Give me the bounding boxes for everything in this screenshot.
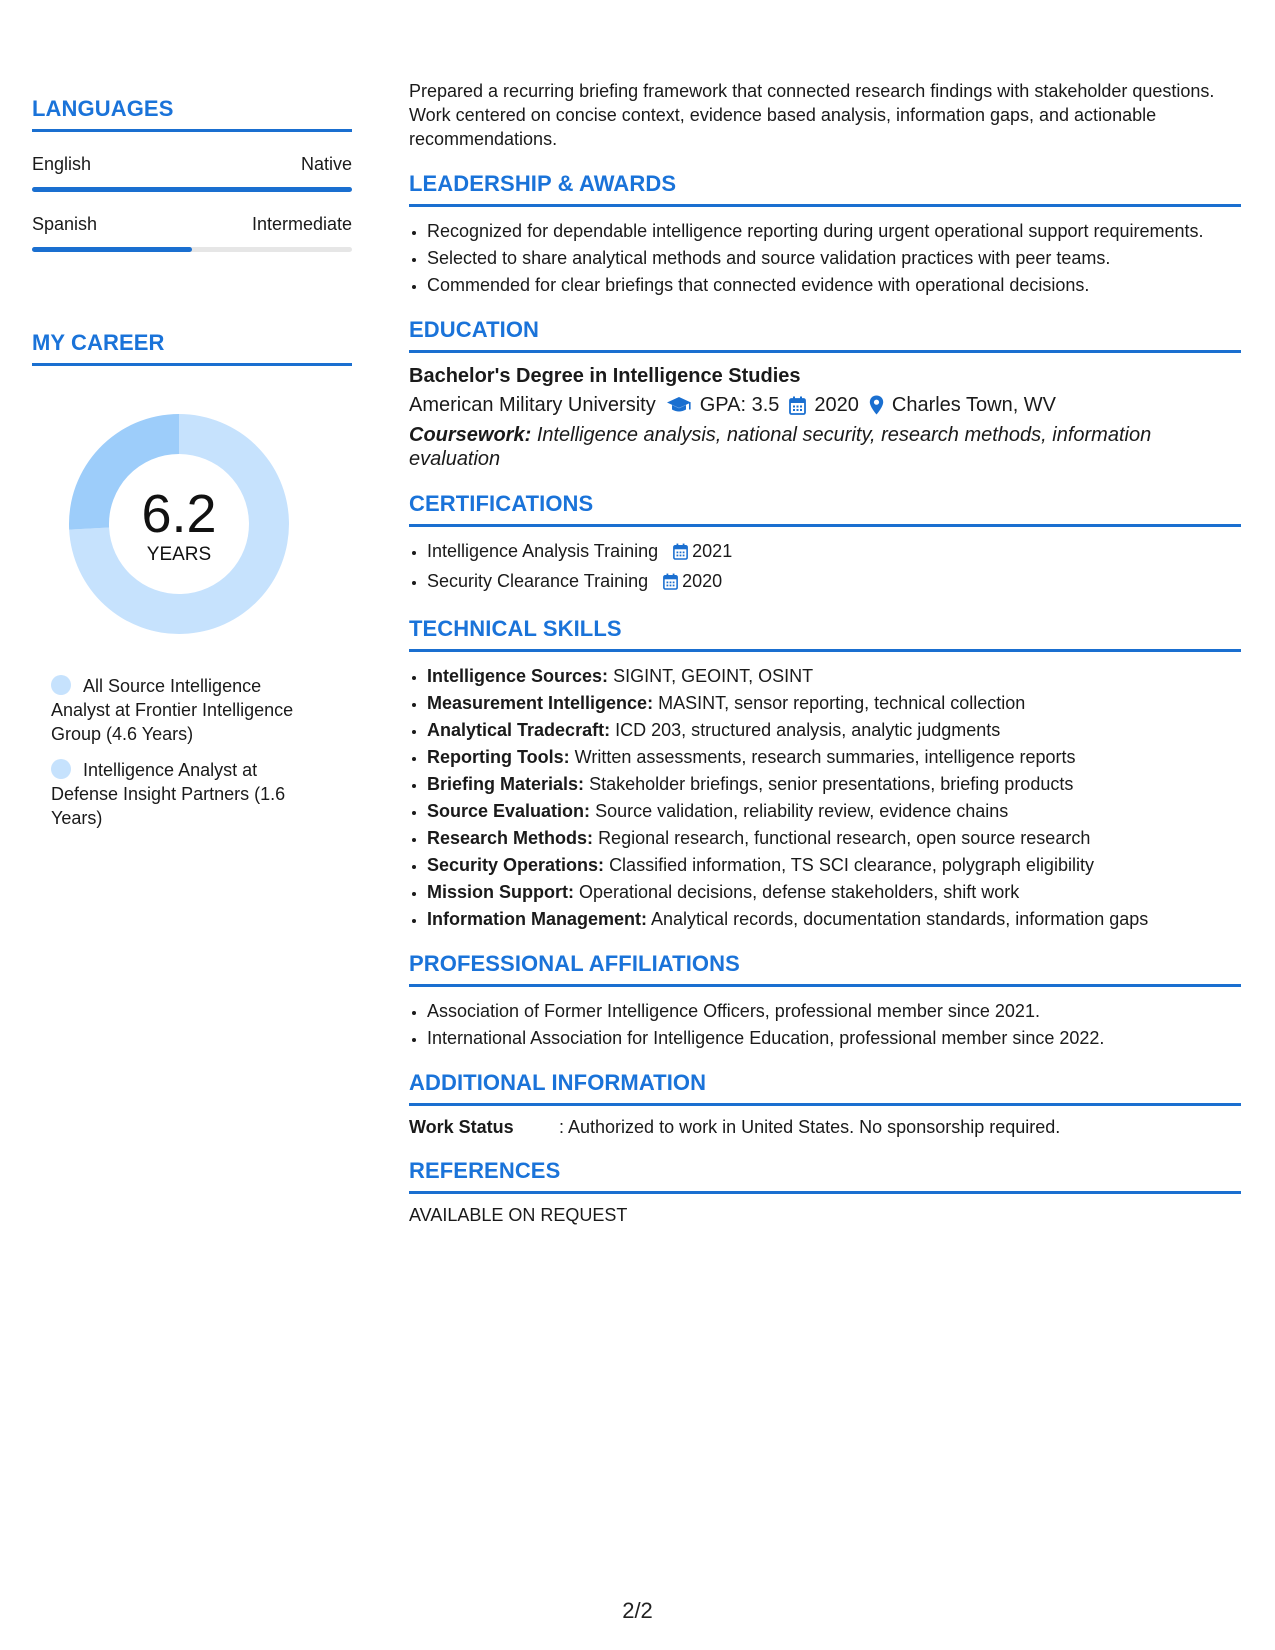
skill-value: Regional research, functional research, open source research [598,828,1091,848]
school-name: American Military University [409,394,656,416]
legend-dot-icon [51,759,71,779]
list-item: • Commended for clear briefings that connected evidence with operational decisions. [427,273,1241,297]
calendar-icon [663,572,678,596]
references-section [409,1158,1241,1226]
certification-year: 2020 [682,571,723,591]
references-text: AVAILABLE ON REQUEST [409,1205,628,1225]
education-section [409,317,1241,471]
career-total-years: 6.2 [141,484,217,544]
work-status-row [409,1117,1241,1138]
school-location: Charles Town, WV [891,394,1057,416]
skills-section [409,616,1241,931]
skill-item [427,691,1241,715]
skill-item [427,718,1241,742]
language-name: English [32,154,92,174]
skill-label: Security Operations: [427,855,605,875]
legend-dot-icon [51,675,71,695]
language-proficiency-bar [32,187,352,192]
page-number: 2/2 [622,1598,653,1623]
skill-value: ICD 203, structured analysis, analytic judgments [615,720,1001,740]
career-role-label: Intelligence Analyst at Defense Insight Partners (1.6 Years) [51,760,286,828]
languages-heading: LANGUAGES [32,96,352,132]
career-heading: MY CAREER [32,330,352,366]
affiliations-section [409,951,1241,1050]
skill-item [427,880,1241,904]
career-donut-chart [67,412,291,636]
education-meta [409,391,1241,419]
skill-item [427,664,1241,688]
certifications-list [409,539,1241,596]
location-pin-icon [869,395,884,415]
language-proficiency-fill [32,187,352,192]
list-item: • Selected to share analytical methods and source validation practices with peer teams. [427,246,1241,270]
career-legend-item [51,758,321,830]
calendar-icon [673,542,688,566]
certification-name: Security Clearance Training [427,571,649,591]
affiliations-heading: PROFESSIONAL AFFILIATIONS [409,951,1241,987]
language-entry [32,154,352,192]
degree-title: Bachelor's Degree in Intelligence Studies [409,365,801,387]
skill-label: Briefing Materials: [427,774,585,794]
skill-label: Research Methods: [427,828,594,848]
education-heading: EDUCATION [409,317,1241,353]
list-item [427,569,1241,596]
certifications-heading: CERTIFICATIONS [409,491,1241,527]
coursework [409,423,1241,471]
career-legend [51,674,321,830]
affiliations-list [409,999,1241,1050]
language-proficiency-fill [32,247,192,252]
skill-label: Intelligence Sources: [427,666,609,686]
language-level: Native [300,154,352,174]
additional-info-heading: ADDITIONAL INFORMATION [409,1070,1241,1106]
skill-item [427,826,1241,850]
graduation-cap-icon [666,396,692,414]
skills-list [409,664,1241,931]
list-item [427,539,1241,566]
skill-item [427,799,1241,823]
leadership-heading: LEADERSHIP & AWARDS [409,171,1241,207]
skill-label: Reporting Tools: [427,747,570,767]
skill-item [427,853,1241,877]
certification-name: Intelligence Analysis Training [427,541,659,561]
skill-label: Information Management: [427,909,648,929]
list-item: • Association of Former Intelligence Officers, professional member since 2021. [427,999,1241,1023]
skill-value: Classified information, TS SCI clearance, polygraph eligibility [609,855,1094,875]
certifications-section [409,491,1241,596]
main-content [409,79,1241,1226]
skill-value: SIGINT, GEOINT, OSINT [613,666,814,686]
calendar-icon [789,396,806,415]
career-role-label: All Source Intelligence Analyst at Frontier Intelligence Group (4.6 Years) [51,676,294,744]
skill-label: Source Evaluation: [427,801,591,821]
skill-value: MASINT, sensor reporting, technical collection [658,693,1026,713]
intro-paragraph: Prepared a recurring briefing framework that connected research findings with stakeholder questions. Work centered on concise context, evidence based analysis, information gaps, and actionable recommendations. [409,81,1215,149]
language-name: Spanish [32,214,98,234]
leadership-section [409,171,1241,297]
graduation-year: 2020 [814,394,859,416]
skill-item [427,772,1241,796]
coursework-label: Coursework: [409,424,532,446]
additional-info-section [409,1070,1241,1138]
skill-value: Written assessments, research summaries, intelligence reports [574,747,1076,767]
skill-label: Analytical Tradecraft: [427,720,611,740]
skill-item [427,907,1241,931]
certification-year: 2021 [692,541,733,561]
list-item: • International Association for Intelligence Education, professional member since 2022. [427,1026,1241,1050]
sidebar [32,96,352,842]
skills-heading: TECHNICAL SKILLS [409,616,1241,652]
language-entry [32,214,352,252]
skill-value: Stakeholder briefings, senior presentations, briefing products [589,774,1074,794]
language-level: Intermediate [251,214,352,234]
skill-value: Operational decisions, defense stakeholders, shift work [579,882,1020,902]
leadership-list [409,219,1241,297]
language-proficiency-bar [32,247,352,252]
career-legend-item [51,674,321,746]
skill-label: Measurement Intelligence: [427,693,654,713]
work-status-value: : Authorized to work in United States. No sponsorship required. [559,1117,1061,1137]
work-status-label: Work Status [409,1117,514,1137]
skill-value: Source validation, reliability review, evidence chains [595,801,1009,821]
skill-item [427,745,1241,769]
gpa-value: GPA: 3.5 [699,394,780,416]
coursework-text: Intelligence analysis, national security, research methods, information evaluation [409,424,1152,470]
skill-value: Analytical records, documentation standards, information gaps [651,909,1149,929]
career-years-unit: YEARS [146,544,212,565]
list-item: • Recognized for dependable intelligence reporting during urgent operational support requirements. [427,219,1241,243]
skill-label: Mission Support: [427,882,574,902]
references-heading: REFERENCES [409,1158,1241,1194]
